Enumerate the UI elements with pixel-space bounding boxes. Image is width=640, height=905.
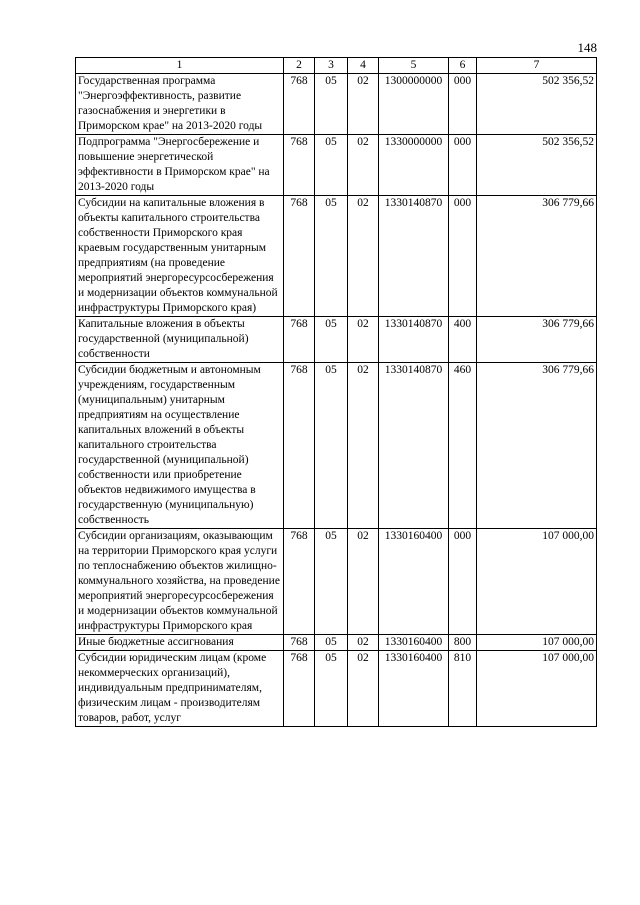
row-section-code: 05	[315, 135, 348, 196]
row-subsection-code: 02	[348, 635, 379, 651]
table-row	[76, 363, 597, 529]
row-target-code: 1330160400	[379, 529, 449, 635]
row-amount: 107 000,00	[477, 529, 597, 635]
row-expense-type: 810	[449, 651, 477, 727]
row-amount: 306 779,66	[477, 363, 597, 529]
row-target-code: 1330140870	[379, 317, 449, 363]
row-name: Субсидии организациям, оказывающим на территории Приморского края услуги по теплоснабжению объектов жилищно-коммунального хозяйства, на проведение мероприятий энергоресурсосбережения и модернизации объектов коммунальной инфраструктуры Приморского края	[76, 529, 284, 635]
row-expense-type: 800	[449, 635, 477, 651]
table-row	[76, 74, 597, 135]
header-col-6: 6	[449, 58, 477, 74]
row-section-code: 05	[315, 635, 348, 651]
row-target-code: 1330000000	[379, 135, 449, 196]
row-name: Подпрограмма "Энергосбережение и повышение энергетической эффективности в Приморском крае" на 2013-2020 годы	[76, 135, 284, 196]
table-row	[76, 317, 597, 363]
row-ministry-code: 768	[284, 651, 315, 727]
row-subsection-code: 02	[348, 651, 379, 727]
row-amount: 107 000,00	[477, 635, 597, 651]
header-col-5: 5	[379, 58, 449, 74]
table-row	[76, 529, 597, 635]
table-row	[76, 135, 597, 196]
row-subsection-code: 02	[348, 363, 379, 529]
table-row	[76, 196, 597, 317]
row-section-code: 05	[315, 529, 348, 635]
row-ministry-code: 768	[284, 74, 315, 135]
row-subsection-code: 02	[348, 317, 379, 363]
row-expense-type: 000	[449, 196, 477, 317]
header-col-4: 4	[348, 58, 379, 74]
row-subsection-code: 02	[348, 135, 379, 196]
row-expense-type: 000	[449, 135, 477, 196]
page-number: 148	[577, 40, 597, 55]
row-target-code: 1330140870	[379, 196, 449, 317]
header-row	[76, 58, 597, 74]
row-ministry-code: 768	[284, 635, 315, 651]
header-col-2: 2	[284, 58, 315, 74]
budget-table	[75, 57, 597, 727]
table-row	[76, 651, 597, 727]
row-expense-type: 400	[449, 317, 477, 363]
row-section-code: 05	[315, 363, 348, 529]
row-expense-type: 000	[449, 74, 477, 135]
row-ministry-code: 768	[284, 135, 315, 196]
row-section-code: 05	[315, 74, 348, 135]
row-section-code: 05	[315, 317, 348, 363]
header-col-1: 1	[76, 58, 284, 74]
row-amount: 306 779,66	[477, 317, 597, 363]
row-amount: 502 356,52	[477, 135, 597, 196]
row-subsection-code: 02	[348, 529, 379, 635]
table-row	[76, 635, 597, 651]
row-ministry-code: 768	[284, 317, 315, 363]
row-name: Иные бюджетные ассигнования	[76, 635, 284, 651]
row-ministry-code: 768	[284, 196, 315, 317]
row-amount: 306 779,66	[477, 196, 597, 317]
row-expense-type: 000	[449, 529, 477, 635]
row-section-code: 05	[315, 196, 348, 317]
row-ministry-code: 768	[284, 529, 315, 635]
row-target-code: 1330140870	[379, 363, 449, 529]
row-subsection-code: 02	[348, 196, 379, 317]
row-name: Субсидии юридическим лицам (кроме некоммерческих организаций), индивидуальным предпринимателям, физическим лицам - производителям товаров, работ, услуг	[76, 651, 284, 727]
row-name: Государственная программа "Энергоэффективность, развитие газоснабжения и энергетики в Приморском крае" на 2013-2020 годы	[76, 74, 284, 135]
row-subsection-code: 02	[348, 74, 379, 135]
row-amount: 107 000,00	[477, 651, 597, 727]
row-name: Субсидии на капитальные вложения в объекты капитального строительства собственности Приморского края краевым государственным унитарным предприятиям (на проведение мероприятий энергоресурсосбережения и модернизации объектов коммунальной инфраструктуры Приморского края)	[76, 196, 284, 317]
row-amount: 502 356,52	[477, 74, 597, 135]
row-expense-type: 460	[449, 363, 477, 529]
row-section-code: 05	[315, 651, 348, 727]
header-col-7: 7	[477, 58, 597, 74]
row-target-code: 1330160400	[379, 635, 449, 651]
row-name: Капитальные вложения в объекты государственной (муниципальной) собственности	[76, 317, 284, 363]
row-ministry-code: 768	[284, 363, 315, 529]
row-target-code: 1300000000	[379, 74, 449, 135]
row-target-code: 1330160400	[379, 651, 449, 727]
header-col-3: 3	[315, 58, 348, 74]
row-name: Субсидии бюджетным и автономным учреждениям, государственным (муниципальным) унитарным предприятиям на осуществление капитальных вложений в объекты капитального строительства государственной (муниципальной) собственности или приобретение объектов недвижимого имущества в государственную (муниципальную) собственность	[76, 363, 284, 529]
